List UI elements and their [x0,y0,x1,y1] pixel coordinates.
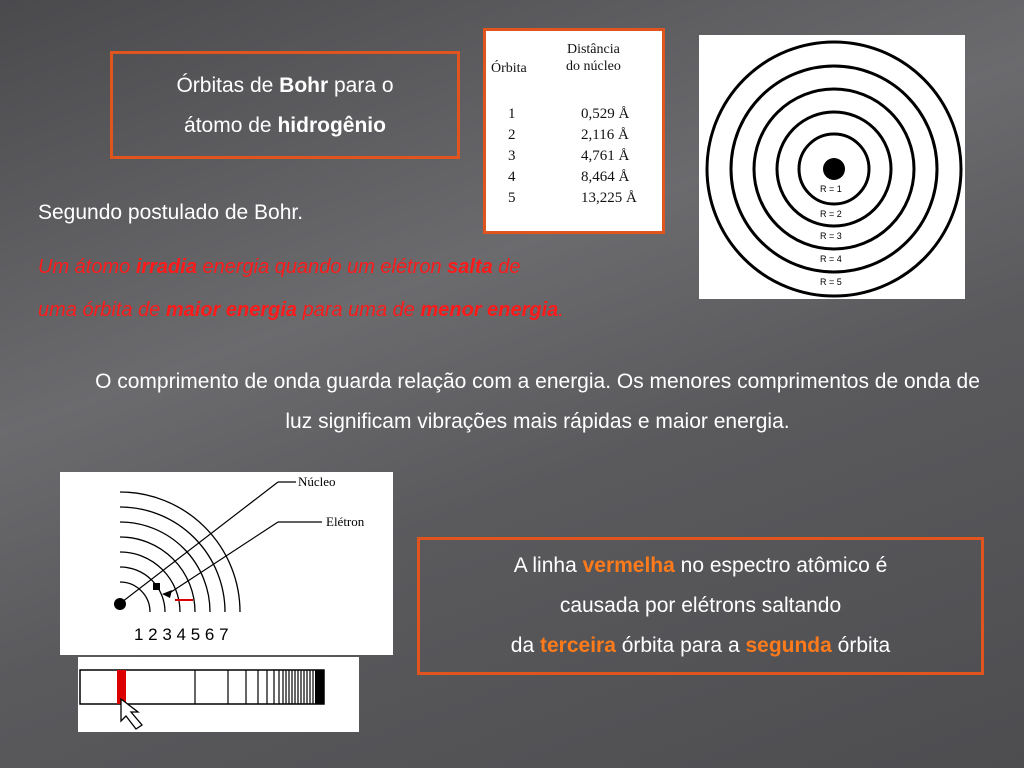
shell-arc-3 [120,552,180,612]
table-distance-5: 13,225 Å [581,190,637,206]
table-orbit-3: 3 [508,148,516,164]
table-distance-2: 2,116 Å [581,127,629,143]
postulate-text-line-2: uma órbita de maior energia para uma de menor energia. [38,299,564,321]
orbit-label-4: R = 4 [820,254,842,264]
orbit-label-2: R = 2 [820,209,842,219]
shell-arc-7 [120,492,240,612]
red-line-explanation-box [417,537,984,675]
table-orbit-4: 4 [508,169,516,185]
redline-line-2: causada por elétrons saltando [559,594,842,617]
series-limit [315,670,324,704]
bohr-orbits-diagram [699,35,965,299]
table-distance-4: 8,464 Å [581,169,630,185]
electron-square [153,583,160,590]
emph-salta: salta [447,256,493,278]
table-header-distance: Distância do núcleo [566,42,621,74]
shell-numbers: 1 2 3 4 5 6 7 [134,625,229,644]
emph-irradia: irradia [135,256,197,278]
orbit-distance-table [483,28,665,234]
postulate-text-line-1: Um átomo irradia energia quando um elétron salta de [38,256,521,278]
orbit-label-1: R = 1 [820,184,842,194]
title-hydrogen: hidrogênio [277,114,386,137]
table-distance-1: 0,529 Å [581,106,630,122]
shell-arc-5 [120,522,210,612]
nucleus-label: Núcleo [298,474,336,489]
table-orbit-1: 1 [508,106,516,122]
title-box [110,51,460,159]
redline-line-3: da terceira órbita para a segunda órbita [510,634,891,657]
electron-label: Elétron [326,514,365,529]
emph-menor-energia: menor energia [420,299,559,321]
redline-line-1: A linha vermelha no espectro atômico é [513,554,888,577]
table-orbit-2: 2 [508,127,516,143]
orbit-label-5: R = 5 [820,277,842,287]
nucleus-dot [823,158,845,180]
emph-segunda: segunda [745,634,832,657]
wavelength-paragraph: O comprimento de onda guarda relação com a energia. Os menores comprimentos de onda de luz significam vibrações mais rápidas e maior energia. [95,370,980,433]
nucleus-pointer-line [122,482,278,602]
emph-terceira: terceira [539,634,616,657]
atom-electron-diagram [60,472,393,655]
orbit-label-3: R = 3 [820,231,842,241]
spectrum-bar [80,670,324,704]
title-line-1: Órbitas de Bohr para o [176,74,394,97]
bohr-postulate-heading: Segundo postulado de Bohr. [38,201,304,224]
emph-maior-energia: maior energia [165,299,298,321]
table-header-orbit: Órbita [491,61,527,76]
title-line-2: átomo de hidrogênio [184,114,386,137]
atom-nucleus [114,598,126,610]
spectrum-diagram [78,657,359,732]
electron-arrow [162,590,172,598]
electron-pointer-line [168,522,278,594]
emph-vermelha: vermelha [582,554,675,577]
title-bohr: Bohr [279,74,329,97]
table-orbit-5: 5 [508,190,516,206]
table-distance-3: 4,761 Å [581,148,630,164]
